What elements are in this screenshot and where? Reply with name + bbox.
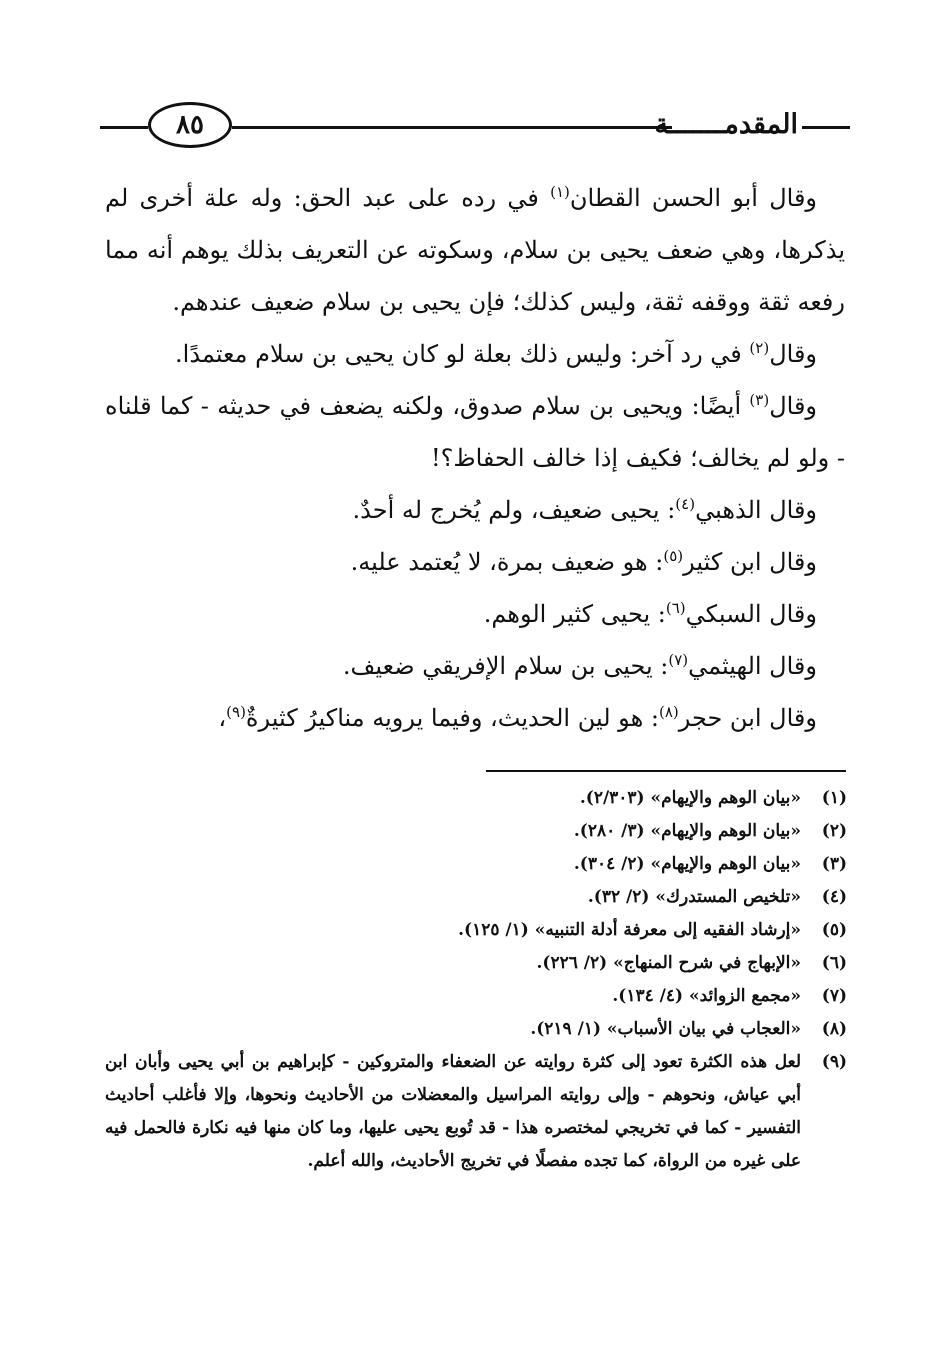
paragraph-text: : يحيى كثير الوهم.	[483, 600, 666, 628]
footnote-ref[interactable]: (٢)	[749, 339, 770, 357]
footnote	[105, 815, 847, 848]
paragraph-ibn-hajar	[105, 692, 845, 744]
paragraph-ibn-kathir	[105, 536, 845, 588]
footnote-number: (٩)	[821, 1052, 847, 1072]
footnote-ref[interactable]: (١)	[550, 183, 570, 201]
footnote-ref[interactable]: (٤)	[675, 495, 696, 513]
paragraph-text: : يحيى ضعيف، ولم يُخرج له أحدٌ.	[352, 496, 676, 524]
footnote	[105, 881, 847, 914]
footnote-number: (١)	[821, 788, 847, 808]
header-rule-left	[100, 126, 148, 129]
footnote	[105, 914, 847, 947]
paragraph-text: في رد آخر: وليس ذلك بعلة لو كان يحيى بن سلام معتمدًا.	[175, 340, 750, 368]
footnote-text: «العجاب في بيان الأسباب» (١/ ٢١٩).	[530, 1019, 801, 1039]
paragraph-haythami	[105, 640, 845, 692]
footnote-ref[interactable]: (٦)	[665, 599, 686, 617]
footnote-ref[interactable]: (٩)	[226, 703, 246, 721]
footnote-number: (٥)	[821, 920, 847, 940]
paragraph-qattan	[105, 172, 845, 328]
footnote-ref[interactable]: (٥)	[663, 547, 684, 565]
paragraph-text: وقال ابن حجر	[678, 704, 817, 732]
footnote-text: «بيان الوهم والإيهام» (٣/ ٢٨٠).	[573, 821, 801, 841]
paragraph-dhahabi	[105, 484, 845, 536]
footnote-number: (٢)	[821, 821, 847, 841]
footnote	[105, 848, 847, 881]
footnote-text: لعل هذه الكثرة تعود إلى كثرة روايته عن الضعفاء والمتروكين - كإبراهيم بن أبي يحيى وأبان ابن أبي عياش، ونحوهم - وإلى روايته المراسيل والمعضلات من الأحاديث ونحوها، وإلا فأغلب أحاديث التفسير - كما في تخريجي لمختصره هذا - قد تُوبع يحيى عليها، وما كان منها فيه نكارة فالحمل فيه على غيره من الرواة، كما تجده مفصلًا في تخريج الأحاديث، والله أعلم.	[105, 1052, 801, 1171]
paragraph-also	[105, 380, 845, 484]
footnote-number: (٧)	[821, 986, 847, 1006]
paragraph-text: وقال ابن كثير	[683, 548, 817, 576]
header-rule-middle	[232, 126, 672, 129]
footnote-number: (٣)	[821, 854, 847, 874]
footnote-number: (٦)	[821, 953, 847, 973]
paragraph-text: ،	[218, 704, 227, 732]
page-number: ٨٥	[148, 102, 232, 148]
paragraph-text: : هو ضعيف بمرة، لا يُعتمد عليه.	[350, 548, 664, 576]
footnote-number: (٨)	[821, 1019, 847, 1039]
running-title: المقدمـــــــة	[654, 109, 798, 140]
footnote-ref[interactable]: (٣)	[749, 391, 770, 409]
footnote	[105, 980, 847, 1013]
paragraph-text: وقال الذهبي	[695, 496, 817, 524]
footnote	[105, 1013, 847, 1046]
footnote-separator	[486, 770, 846, 772]
footnote-text: «بيان الوهم والإيهام» (٢/٣٠٣).	[579, 788, 801, 808]
footnote-number: (٤)	[821, 887, 847, 907]
paragraph-text: وقال الهيثمي	[688, 652, 817, 680]
paragraph-text: وقال السبكي	[685, 600, 817, 628]
footnote-text: «إرشاد الفقيه إلى معرفة أدلة التنبيه» (١/ ١٢٥).	[458, 920, 801, 940]
paragraph-another-reply	[105, 328, 845, 380]
footnote-text: «تلخيص المستدرك» (٢/ ٣٢).	[587, 887, 801, 907]
page-header	[100, 96, 850, 156]
paragraph-text: وقال أبو الحسن القطان	[569, 184, 818, 212]
paragraph-text: وقال	[769, 340, 817, 368]
body-text	[105, 172, 845, 744]
paragraph-text: في رده على عبد الحق: وله علة أخرى لم يذكرها، وهي ضعف يحيى بن سلام، وسكوته عن التعريف بذلك يوهم أنه مما رفعه ثقة ووقفه ثقة، وليس كذلك؛ فإن يحيى بن سلام ضعيف عندهم.	[105, 184, 845, 316]
footnote-ref[interactable]: (٧)	[668, 651, 689, 669]
paragraph-text: أيضًا: ويحيى بن سلام صدوق، ولكنه يضعف في حديثه - كما قلناه - ولو لم يخالف؛ فكيف إذا خالف الحفاظ؟!	[105, 392, 845, 472]
footnote-ref[interactable]: (٨)	[658, 703, 679, 721]
footnote	[105, 782, 847, 815]
footnote-text: «الإبهاج في شرح المنهاج» (٢/ ٢٢٦).	[536, 953, 801, 973]
footnote-text: «مجمع الزوائد» (٤/ ١٣٤).	[612, 986, 801, 1006]
footnote-text: «بيان الوهم والإيهام» (٢/ ٣٠٤).	[573, 854, 801, 874]
header-rule-right	[802, 126, 850, 129]
footnote	[105, 1046, 847, 1178]
paragraph-subki	[105, 588, 845, 640]
paragraph-text: وقال	[769, 392, 817, 420]
footnote	[105, 947, 847, 980]
paragraph-text: : يحيى بن سلام الإفريقي ضعيف.	[342, 652, 669, 680]
footnotes	[105, 782, 847, 1178]
paragraph-text: : هو لين الحديث، وفيما يرويه مناكيرُ كثيرةٌ	[245, 704, 659, 732]
